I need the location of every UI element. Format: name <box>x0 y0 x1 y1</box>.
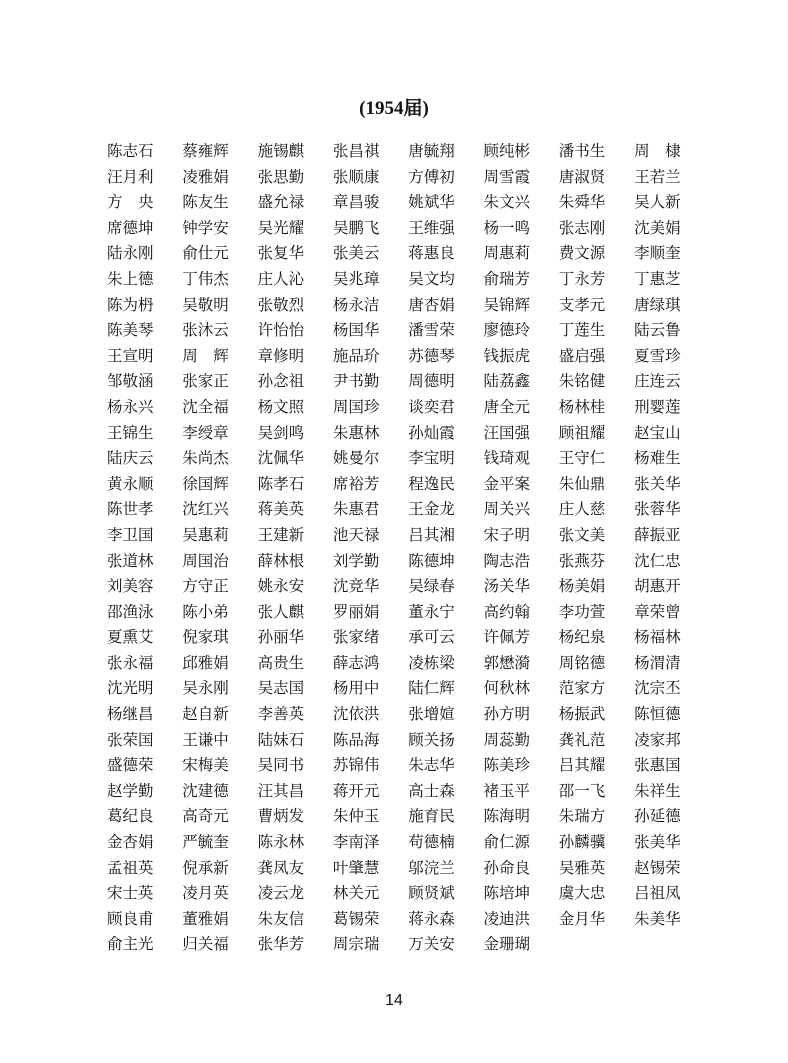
list-item: 朱上德 <box>107 269 154 288</box>
list-item: 龚凤友 <box>257 858 305 877</box>
list-item: 董雅娟 <box>182 909 229 928</box>
list-item: 杨永兴 <box>107 397 154 416</box>
list-item: 李功萱 <box>558 602 606 621</box>
list-item: 周宗瑞 <box>332 935 380 954</box>
list-item: 唐绿琪 <box>634 295 681 314</box>
list-item: 周国治 <box>182 551 229 570</box>
list-item: 凌家邦 <box>634 730 681 749</box>
page-number: 14 <box>385 992 403 1009</box>
list-item: 顾良甫 <box>107 909 154 928</box>
list-item: 杨纪泉 <box>558 628 606 647</box>
list-item: 沈依洪 <box>332 705 380 724</box>
list-item: 陈为枬 <box>107 295 154 314</box>
list-item: 陈海明 <box>483 807 530 826</box>
list-item: 许佩芳 <box>483 628 530 647</box>
list-item: 沈美娟 <box>634 218 681 237</box>
list-item: 孙灿霞 <box>408 423 455 442</box>
list-item: 周铭德 <box>558 653 606 672</box>
list-item: 夏熏艾 <box>107 628 154 647</box>
list-item: 沈光明 <box>107 679 154 698</box>
list-item: 吴敬明 <box>182 295 229 314</box>
list-item: 杨用中 <box>332 679 380 698</box>
list-item: 刘美容 <box>107 577 154 596</box>
list-item: 凌栋梁 <box>408 653 455 672</box>
list-item: 吴鹏飞 <box>332 218 380 237</box>
list-item: 王守仁 <box>558 449 606 468</box>
list-item: 葛锡荣 <box>332 909 380 928</box>
list-item: 俞主光 <box>107 935 154 954</box>
list-item: 孙延德 <box>634 807 681 826</box>
list-item: 周惠莉 <box>483 244 530 263</box>
list-item: 施品玠 <box>332 346 380 365</box>
list-item: 杨永洁 <box>332 295 380 314</box>
list-item: 池天禄 <box>332 525 380 544</box>
list-item: 凌月英 <box>182 884 229 903</box>
list-item: 朱舜华 <box>558 193 606 212</box>
list-item: 张华芳 <box>257 935 305 954</box>
list-item: 唐毓翔 <box>408 142 455 160</box>
list-item: 范家方 <box>558 679 606 698</box>
list-item: 周蕊勤 <box>483 730 530 749</box>
list-item: 高奇元 <box>182 807 229 826</box>
list-item: 顾贤斌 <box>408 884 455 903</box>
list-item: 倪家琪 <box>182 628 229 647</box>
list-item: 董永宁 <box>408 602 455 621</box>
list-item: 丁惠芝 <box>634 269 681 288</box>
list-item: 凌迪洪 <box>483 909 530 928</box>
list-item: 周 棣 <box>634 142 681 160</box>
list-item: 张顺康 <box>332 167 380 186</box>
list-item: 金平案 <box>483 474 530 493</box>
list-item: 林关元 <box>332 884 380 903</box>
list-item: 陈美珍 <box>483 756 530 775</box>
list-item: 潘雪荣 <box>408 321 455 340</box>
list-item: 吴志国 <box>257 679 305 698</box>
list-item: 汤关华 <box>483 577 530 596</box>
list-item: 周关兴 <box>483 500 530 519</box>
list-item: 顾纯彬 <box>483 142 530 160</box>
list-item: 汪月利 <box>107 167 154 186</box>
list-item: 赵锡荣 <box>634 858 681 877</box>
list-item: 邱雅娟 <box>182 653 229 672</box>
list-item: 李顺奎 <box>634 244 681 263</box>
list-item: 汪其昌 <box>257 781 305 800</box>
list-item: 吴剑鸣 <box>257 423 305 442</box>
list-item: 徐国辉 <box>182 474 229 493</box>
list-item: 高贵生 <box>257 653 305 672</box>
list-item: 苟德楠 <box>408 833 455 852</box>
list-item: 吴永刚 <box>182 679 229 698</box>
list-item: 朱瑞方 <box>558 807 606 826</box>
list-item: 陈德坤 <box>408 551 455 570</box>
list-item: 吴光耀 <box>257 218 305 237</box>
list-item: 薛林根 <box>257 551 305 570</box>
list-item: 吴同书 <box>257 756 305 775</box>
list-item: 姚曼尔 <box>332 449 380 468</box>
list-item: 朱惠君 <box>332 500 380 519</box>
list-item: 顾关扬 <box>408 730 455 749</box>
list-item: 朱文兴 <box>483 193 530 212</box>
list-item: 承可云 <box>408 628 455 647</box>
list-item: 姚斌华 <box>408 193 455 212</box>
list-item: 李卫国 <box>107 525 154 544</box>
list-item: 陈恒德 <box>634 705 681 724</box>
list-item: 虞大忠 <box>558 884 606 903</box>
list-item: 龚礼范 <box>558 730 606 749</box>
list-item: 刑婴莲 <box>634 397 681 416</box>
list-item: 葛纪良 <box>107 807 154 826</box>
list-item: 李绶章 <box>182 423 229 442</box>
list-item: 王若兰 <box>634 167 681 186</box>
list-item: 方守正 <box>182 577 229 596</box>
list-item: 钟学安 <box>182 218 229 237</box>
list-item: 吴文均 <box>408 269 455 288</box>
list-item: 王维强 <box>408 218 455 237</box>
list-item: 程逸民 <box>408 474 455 493</box>
list-item: 席德坤 <box>107 218 154 237</box>
list-item: 章昌骏 <box>332 193 380 212</box>
list-item: 杨一鸣 <box>483 218 530 237</box>
list-item: 盛允禄 <box>257 193 305 212</box>
list-item: 王金龙 <box>408 500 455 519</box>
list-item: 张惠国 <box>634 756 681 775</box>
list-item: 沈建德 <box>182 781 229 800</box>
list-item: 朱惠林 <box>332 423 380 442</box>
list-item: 归关福 <box>182 935 229 954</box>
list-item: 王宣明 <box>107 346 154 365</box>
list-item: 章修明 <box>257 346 305 365</box>
list-item: 张美华 <box>634 833 681 852</box>
list-item: 顾祖耀 <box>558 423 606 442</box>
list-item: 严毓奎 <box>182 833 229 852</box>
list-item: 吴雅英 <box>558 858 606 877</box>
list-item: 王建新 <box>257 525 305 544</box>
list-item: 张文美 <box>558 525 606 544</box>
list-item: 方 央 <box>107 193 154 212</box>
list-item: 陈永林 <box>257 833 305 852</box>
list-item: 汪国强 <box>483 423 530 442</box>
list-item: 谈奕君 <box>408 397 455 416</box>
list-item: 孙命良 <box>483 858 530 877</box>
list-item: 罗丽娟 <box>332 602 380 621</box>
list-item: 姚永安 <box>257 577 305 596</box>
list-item: 席裕芳 <box>332 474 380 493</box>
list-item: 张志刚 <box>558 218 606 237</box>
list-item: 杨美娟 <box>558 577 606 596</box>
list-item: 薛志鸿 <box>332 653 380 672</box>
list-item: 张关华 <box>634 474 681 493</box>
list-item: 吴锦辉 <box>483 295 530 314</box>
list-item: 蒋美英 <box>257 500 305 519</box>
list-item: 钱琦观 <box>483 449 530 468</box>
list-item: 曹炳发 <box>257 807 305 826</box>
list-item: 金杏娟 <box>107 833 154 852</box>
list-item: 蒋惠良 <box>408 244 455 263</box>
name-list <box>107 139 709 958</box>
list-item: 高士森 <box>408 781 455 800</box>
list-item: 王谦中 <box>182 730 229 749</box>
list-item: 俞仁源 <box>483 833 530 852</box>
list-item: 孟祖英 <box>107 858 154 877</box>
list-item: 杨难生 <box>634 449 681 468</box>
list-item: 褚玉平 <box>483 781 530 800</box>
list-item: 金珊瑚 <box>483 935 530 954</box>
list-item: 沈宗丕 <box>634 679 681 698</box>
list-item: 张人麒 <box>257 602 305 621</box>
list-item: 叶肇慧 <box>332 858 380 877</box>
list-item: 唐杏娟 <box>408 295 455 314</box>
list-item: 陈友生 <box>182 193 229 212</box>
list-item: 朱祥生 <box>634 781 681 800</box>
list-item: 张敬烈 <box>257 295 305 314</box>
list-item: 吴惠莉 <box>182 525 229 544</box>
list-item: 盛德荣 <box>107 756 154 775</box>
list-item: 陈孝石 <box>257 474 305 493</box>
list-item: 陈小弟 <box>182 602 229 621</box>
list-item: 张家绪 <box>332 628 380 647</box>
list-item: 周雪霞 <box>483 167 530 186</box>
list-item: 丁伟杰 <box>182 269 229 288</box>
list-item: 章荣曾 <box>634 602 681 621</box>
list-item: 陆永刚 <box>107 244 154 263</box>
list-item: 张荣国 <box>107 730 154 749</box>
list-item: 张道林 <box>107 551 154 570</box>
list-item: 黄永顺 <box>107 474 154 493</box>
list-item: 何秋林 <box>483 679 530 698</box>
list-item: 金月华 <box>558 909 606 928</box>
list-item: 杨林桂 <box>558 397 606 416</box>
list-item: 赵自新 <box>182 705 229 724</box>
list-item: 薛振亚 <box>634 525 681 544</box>
list-item: 邵渔泳 <box>107 602 154 621</box>
list-item: 潘书生 <box>558 142 606 160</box>
list-item: 方傅初 <box>408 167 455 186</box>
list-item: 宋子明 <box>483 525 530 544</box>
list-item: 张思勤 <box>257 167 305 186</box>
list-item: 张复华 <box>257 244 305 263</box>
list-item: 张蓉华 <box>634 500 681 519</box>
list-item: 王锦生 <box>107 423 154 442</box>
list-item: 张昌祺 <box>332 142 380 160</box>
list-item: 宋士英 <box>107 884 154 903</box>
list-item: 万关安 <box>408 935 455 954</box>
list-item: 吕其湘 <box>408 525 455 544</box>
list-item: 吴人新 <box>634 193 681 212</box>
list-item: 苏锦伟 <box>332 756 380 775</box>
list-item: 张美云 <box>332 244 380 263</box>
list-item: 吴绿春 <box>408 577 455 596</box>
list-item: 杨振武 <box>558 705 606 724</box>
list-item: 吕其耀 <box>558 756 606 775</box>
list-item: 苏德琴 <box>408 346 455 365</box>
list-item: 陆妹石 <box>257 730 305 749</box>
list-item: 陈志石 <box>107 142 154 160</box>
list-item: 孙麟骥 <box>558 833 606 852</box>
list-item: 夏雪珍 <box>634 346 681 365</box>
list-item: 沈红兴 <box>182 500 229 519</box>
list-item: 孙方明 <box>483 705 530 724</box>
page-title: (1954届) <box>359 98 429 119</box>
list-item: 吴兆璋 <box>332 269 380 288</box>
list-item: 陆庆云 <box>107 449 154 468</box>
list-item: 丁永芳 <box>558 269 606 288</box>
list-item: 盛启强 <box>558 346 606 365</box>
list-item: 朱尚杰 <box>182 449 229 468</box>
list-item: 蒋永森 <box>408 909 455 928</box>
list-item: 杨福林 <box>634 628 681 647</box>
list-item: 张沐云 <box>182 321 229 340</box>
list-item: 周德明 <box>408 372 455 391</box>
list-item: 赵学勤 <box>107 781 154 800</box>
list-item: 费文源 <box>558 244 606 263</box>
list-item: 张增媗 <box>408 705 455 724</box>
list-item: 李南泽 <box>332 833 380 852</box>
list-item: 张永福 <box>107 653 154 672</box>
list-item: 胡惠开 <box>634 577 681 596</box>
list-item: 郭懋漪 <box>483 653 530 672</box>
list-item: 陆荔鑫 <box>483 372 530 391</box>
list-item: 蔡雍辉 <box>182 142 229 160</box>
list-item: 俞瑞芳 <box>483 269 530 288</box>
list-item: 唐全元 <box>483 397 530 416</box>
list-item: 庄连云 <box>634 372 681 391</box>
list-item: 许怡怡 <box>257 321 305 340</box>
list-item: 邵一飞 <box>558 781 606 800</box>
list-item: 沈全福 <box>182 397 229 416</box>
list-item: 朱美华 <box>634 909 681 928</box>
list-item: 施育民 <box>408 807 455 826</box>
list-item: 陈培坤 <box>483 884 530 903</box>
list-item: 杨渭清 <box>634 653 681 672</box>
list-item: 陆云鲁 <box>634 321 681 340</box>
list-item: 朱志华 <box>408 756 455 775</box>
list-item: 廖德玲 <box>483 321 530 340</box>
list-item: 宋梅美 <box>182 756 229 775</box>
list-item: 朱铭健 <box>558 372 606 391</box>
list-item: 孙丽华 <box>257 628 305 647</box>
list-item: 张家正 <box>182 372 229 391</box>
list-item: 陈美琴 <box>107 321 154 340</box>
list-item: 丁莲生 <box>558 321 606 340</box>
list-item: 凌雅娟 <box>182 167 229 186</box>
list-item: 陈品海 <box>332 730 380 749</box>
list-item: 陶志浩 <box>483 551 530 570</box>
list-item: 杨国华 <box>332 321 380 340</box>
list-item: 赵宝山 <box>634 423 681 442</box>
list-item: 孙念祖 <box>257 372 305 391</box>
list-item: 支孝元 <box>558 295 606 314</box>
list-item: 陈世孝 <box>107 500 154 519</box>
list-item: 庄人慈 <box>558 500 606 519</box>
list-item: 陆仁辉 <box>408 679 455 698</box>
list-item: 沈仁忠 <box>634 551 681 570</box>
list-item: 施锡麒 <box>257 142 305 160</box>
list-item: 朱仙鼎 <box>558 474 606 493</box>
list-item: 庄人沁 <box>257 269 305 288</box>
list-item: 杨继昌 <box>107 705 154 724</box>
list-item: 俞仕元 <box>182 244 229 263</box>
list-item: 周 辉 <box>182 346 229 365</box>
list-item: 刘学勤 <box>332 551 380 570</box>
list-item: 邬浣兰 <box>408 858 455 877</box>
list-item: 邹敬涵 <box>107 372 154 391</box>
list-item: 朱仲玉 <box>332 807 380 826</box>
list-item: 吕祖凤 <box>634 884 681 903</box>
list-item: 钱振虎 <box>483 346 530 365</box>
list-item: 倪承新 <box>182 858 229 877</box>
list-item: 凌云龙 <box>257 884 305 903</box>
list-item: 蒋开元 <box>332 781 380 800</box>
list-item: 沈佩华 <box>257 449 305 468</box>
list-item: 高约翰 <box>483 602 530 621</box>
list-item: 杨文照 <box>257 397 305 416</box>
list-item: 唐淑贤 <box>558 167 606 186</box>
list-item: 李善英 <box>257 705 305 724</box>
list-item: 周国珍 <box>332 397 380 416</box>
list-item: 李宝明 <box>408 449 455 468</box>
list-item: 尹书勤 <box>332 372 380 391</box>
list-item: 沈竞华 <box>332 577 380 596</box>
list-item: 朱友信 <box>257 909 305 928</box>
list-item: 张燕芬 <box>558 551 606 570</box>
